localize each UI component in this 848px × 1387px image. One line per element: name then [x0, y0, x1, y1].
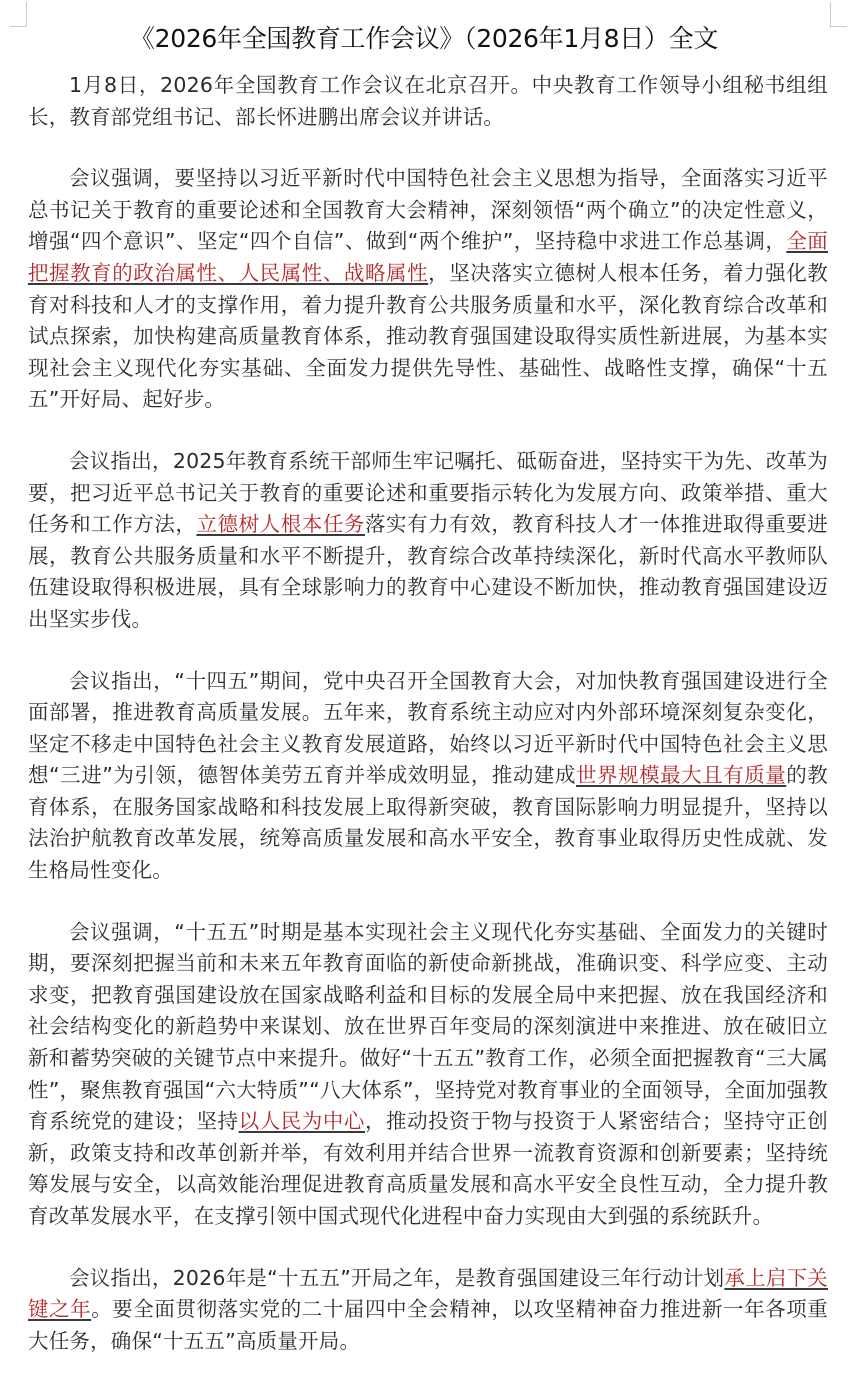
- document-title: 《2026年全国教育工作会议》（2026年1月8日）全文: [129, 24, 719, 53]
- paragraph-text: 。要全面贯彻落实党的二十届四中全会精神，以攻坚精神奋力推进新一年各项重大任务，确保“十五五”高质量开局。: [28, 1297, 828, 1353]
- highlighted-phrase[interactable]: 以人民为中心: [238, 1109, 365, 1134]
- paragraph-2: [28, 163, 828, 416]
- paragraph-text: 1月8日，2026年全国教育工作会议在北京召开。中央教育工作领导小组秘书组组长，教育部党组书记、部长怀进鹏出席会议并讲话。: [28, 73, 828, 129]
- paragraph-text: 会议指出，“十四五”期间，党中央召开全国教育大会，对加快教育强国建设进行全面部署，推进教育高质量发展。五年来，教育系统主动应对内外部环境深刻复杂变化，坚定不移走中国特色社会主义教育发展道路，始终以习近平新时代中国特色社会主义思想“三进”为引领，德智体美劳五育并举成效明显，推动建成: [28, 668, 828, 788]
- paragraph-text: 会议指出，2025年教育系统干部师生牢记嘱托、砥砺奋进，坚持实干为先、改革为要，把习近平总书记关于教育的重要论述和重要指示转化为发展方向、政策举措、重大任务和工作方法，: [28, 448, 828, 537]
- paragraph-3: [28, 446, 828, 636]
- highlighted-phrase[interactable]: 承上启下关键之年: [28, 1265, 829, 1322]
- highlighted-phrase[interactable]: 全面把握教育的政治属性、人民属性、战略属性: [28, 229, 828, 285]
- paragraph-text: 的教育体系，在服务国家战略和科技发展上取得新突破，教育国际影响力明显提升，坚持以法治护航教育改革发展，统筹高质量发展和高水平安全，教育事业取得历史性成就、发生格局性变化。: [28, 763, 829, 883]
- paragraph-4: [28, 666, 828, 887]
- paragraph-text: 会议指出，2026年是“十五五”开局之年，是教育强国建设三年行动计划: [69, 1265, 725, 1290]
- paragraph-text: ，坚决落实立德树人根本任务，着力强化教育对科技和人才的支撑作用，着力提升教育公共服务质量和水平，深化教育综合改革和试点探索，加快构建高质量教育体系，推动教育强国建设取得实质性新进展，为基本实现社会主义现代化夯实基础、全面发力提供先导性、基础性、战略性支撑，确保“十五五”开好局、起好步。: [28, 260, 828, 412]
- highlighted-phrase[interactable]: 世界规模最大且有质量: [576, 763, 787, 788]
- highlighted-phrase[interactable]: 立德树人根本任务: [196, 512, 365, 537]
- paragraph-text: 会议强调，要坚持以习近平新时代中国特色社会主义思想为指导，全面落实习近平总书记关于教育的重要论述和全国教育大会精神，深刻领悟“两个确立”的决定性意义，增强“四个意识”、坚定“四个自信”、做到“两个维护”，坚持稳中求进工作总基调，: [28, 166, 828, 254]
- paragraph-5: [28, 917, 828, 1233]
- paragraph-1: [28, 70, 828, 133]
- paragraph-text: ，推动投资于物与投资于人紧密结合；坚持守正创新，政策支持和改革创新并举，有效利用并结合世界一流教育资源和创新要素；坚持统筹发展与安全，以高效能治理促进教育高质量发展和高水平安全良性互动，全力提升教育改革发展水平，在支撑引领中国式现代化进程中奋力实现由大到强的系统跃升。: [28, 1109, 828, 1228]
- document-body: [28, 70, 828, 1387]
- paragraph-6: [28, 1263, 828, 1358]
- paragraph-text: 会议强调，“十五五”时期是基本实现社会主义现代化夯实基础、全面发力的关键时期，要深刻把握当前和未来五年教育面临的新使命新挑战，准确识变、科学应变、主动求变，把教育强国建设放在国家战略利益和目标的发展全局中来把握、放在我国经济和社会结构变化的新趋势中来谋划、放在世界百年变局的深刻演进中来推进、放在破旧立新和蓄势突破的关键节点中来提升。做好“十五五”教育工作，必须全面把握教育“三大属性”，聚焦教育强国“六大特质”“八大体系”，坚持党对教育事业的全面领导，全面加强教育系统党的建设；坚持: [28, 919, 828, 1134]
- paragraph-text: 落实有力有效，教育科技人才一体推进取得重要进展，教育公共服务质量和水平不断提升，教育综合改革持续深化，新时代高水平教师队伍建设取得积极进展，具有全球影响力的教育中心建设不断加快，推动教育强国建设迈出坚实步伐。: [28, 512, 828, 631]
